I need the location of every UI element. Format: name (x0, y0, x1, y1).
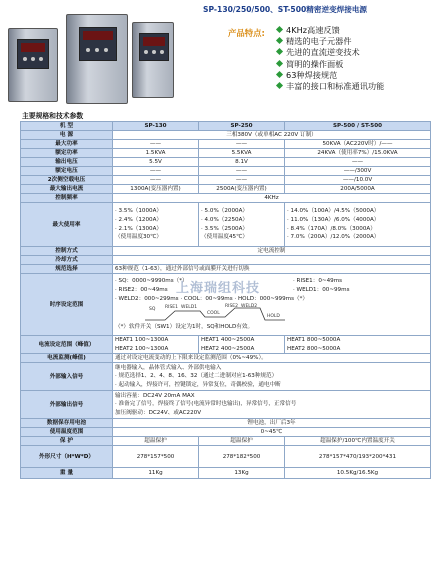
feature-item: 63种焊接规范 (275, 70, 384, 81)
table-row: 电 源 三相380V（或单相AC 220V 订制） (21, 131, 431, 140)
feature-item: 丰富的接口和标准通讯功能 (275, 81, 384, 92)
diagram-label: RISE1 (165, 305, 179, 311)
feature-item: 先进的直流逆变技术 (275, 47, 384, 58)
usage-sp250: · 5.0%（2000A） · 4.0%（2250A） · 3.5%（2500A） （使用温度45℃） (199, 203, 285, 247)
diagram-label: RISE2 (225, 304, 239, 310)
spec-subtitle: 主要规格和技术参数 (22, 112, 84, 120)
diamond-bullet-icon (276, 82, 283, 89)
unit-medium-image (66, 14, 128, 104)
table-row: 2次侧空载电压 —— —— ——/10.0V (21, 176, 431, 185)
table-row: 输出电压 5.5V 8.1V —— (21, 158, 431, 167)
table-row: 电流监测(峰值) 通过对设定电流变动的上下限来设定监测范围（0%~49%）。 (21, 354, 431, 363)
table-row: 保 护 超温保护 超温保护 超温保护/100℃内置温度开关 (21, 437, 431, 446)
table-row: 外部输入信号 继电器输入，晶体管式输入、外部供电输入 · 规范选择1、2、4、8、16、32（通过二进制对应1-63种规范） · 起动输入，焊接许可，控键锁定，异常复位，奇偶校验，通电中断 (21, 363, 431, 391)
unit-large-panel (139, 33, 169, 61)
diagram-label: SQ (149, 307, 156, 313)
table-row: 冷却方式 (21, 256, 431, 265)
table-row: 控制频率 4KHz (21, 194, 431, 203)
product-photos (8, 14, 173, 104)
header-area (0, 0, 436, 124)
table-row: 外形尺寸（H*W*D） 278*157*500 278*182*500 278*157*470/193*200*431 (21, 446, 431, 468)
diamond-bullet-icon (276, 60, 283, 67)
table-row: 数据保存用电池 锂电池，出厂后3年 (21, 419, 431, 428)
table-row: 外部输出信号 输出容量：DC24V 20mA MAX · 准备完了信号，焊接终了信号(电流异常时也输出)，异常信号，正常信号 加压阀驱动：DC24V、或AC220V (21, 391, 431, 419)
page-title: SP-130/250/500、ST-500精密逆变焊接电源 (203, 5, 368, 14)
header-sp500: SP-500 / ST-500 (285, 122, 431, 131)
diagram-label: HOLD (267, 314, 280, 320)
timing-cell: · SQ：0000~9990ms（*） · RISE1：0~49ms · RISE2：00~49ms · WELD1：00~99ms · WELD2：000~299ms · COOL：00~99ms · HOLD：000~999ms（*） SQ RISE1 WELD1 COOL RISE2 WELD2 HOLD （*）软件开关（SW1）设定为1时，SQ和HOLD有效。 (113, 274, 431, 336)
unit-small-image (8, 28, 58, 102)
table-row: 最大功率 —— —— 50KVA（AC220V时）/—— (21, 140, 431, 149)
diamond-bullet-icon (276, 71, 283, 78)
unit-small-panel (17, 39, 49, 69)
unit-large-image (132, 22, 174, 98)
usage-sp500: · 14.0%（100A）/4.5%（5000A） · 11.0%（130A）/6.0%（4000A） · 8.4%（170A）/8.0%（3000A） · 7.0%（200A）/12.0%（2000A） (285, 203, 431, 247)
diamond-bullet-icon (276, 48, 283, 55)
usage-sp130: · 3.5%（1000A） · 2.4%（1200A） · 2.1%（1300A） （使用温度30℃） (113, 203, 199, 247)
header-model: 机 型 (21, 122, 113, 131)
table-header-row (21, 122, 431, 131)
features-heading: 产品特点: (228, 28, 265, 38)
table-row: 重 量 11Kg 13Kg 10.5Kg/16.5Kg (21, 468, 431, 479)
unit-medium-panel (79, 27, 117, 61)
timing-waveform (145, 303, 345, 323)
features-list (275, 25, 384, 92)
spec-table (20, 121, 431, 479)
diagram-label: WELD2 (241, 304, 258, 310)
feature-item: 精选的电子元器件 (275, 36, 384, 47)
table-row: 控制方式 定电流控制 (21, 247, 431, 256)
timing-diagram (115, 303, 428, 323)
table-row: 时序设定范围 · SQ：0000~9990ms（*） · RISE1：0~49ms · RISE2：00~49ms · WELD1：00~99ms · WELD2：000~299ms · COOL：00~99ms · HOLD：000~999ms（*） SQ RISE1 WELD1 COOL RISE2 WELD2 HOLD （*）软件开关（SW1）设定为1时，SQ和HOLD有效。 (21, 274, 431, 336)
table-row: 最大输出电流 1300A(变压器内置) 2500A(变压器内置) 200A/5000A (21, 185, 431, 194)
header-sp130: SP-130 (113, 122, 199, 131)
table-row: 额定功率 1.5KVA 5.5KVA 24KVA（使用率7%）/15.0KVA (21, 149, 431, 158)
table-row: 最大使用率 · 3.5%（1000A） · 2.4%（1200A） · 2.1%（1300A） （使用温度30℃） · 5.0%（2000A） · 4.0%（2250A） · 3.5%（2500A） （使用温度45℃） · 14.0%（100A）/4.5%（5000A） · 11.0%（130A）/6.0%（4000A） · 8.4%（170A）/8.0%（3000A） · 7.0%（200A）/12.0%（2000A） (21, 203, 431, 247)
header-sp250: SP-250 (199, 122, 285, 131)
feature-item: 4KHz高速反馈 (275, 25, 384, 36)
feature-item: 简明的操作面板 (275, 59, 384, 70)
diamond-bullet-icon (276, 26, 283, 33)
table-row: 额定电压 —— —— ——/300V (21, 167, 431, 176)
table-row: 使用温度范围 0~45℃ (21, 428, 431, 437)
table-row: 规范选择 63种规范（1-63），通过外部信号或面膜开关进行切换 (21, 265, 431, 274)
table-row: 电流设定范围（峰值） HEAT1 100~1300A HEAT2 100~1300A HEAT1 400~2500A HEAT2 400~2500A HEAT1 800~5000A HEAT2 800~5000A (21, 336, 431, 354)
diagram-label: WELD1 (181, 305, 198, 311)
watermark-text: 上海瑞组科技 (176, 281, 261, 296)
diamond-bullet-icon (276, 37, 283, 44)
diagram-label: COOL (207, 311, 220, 317)
